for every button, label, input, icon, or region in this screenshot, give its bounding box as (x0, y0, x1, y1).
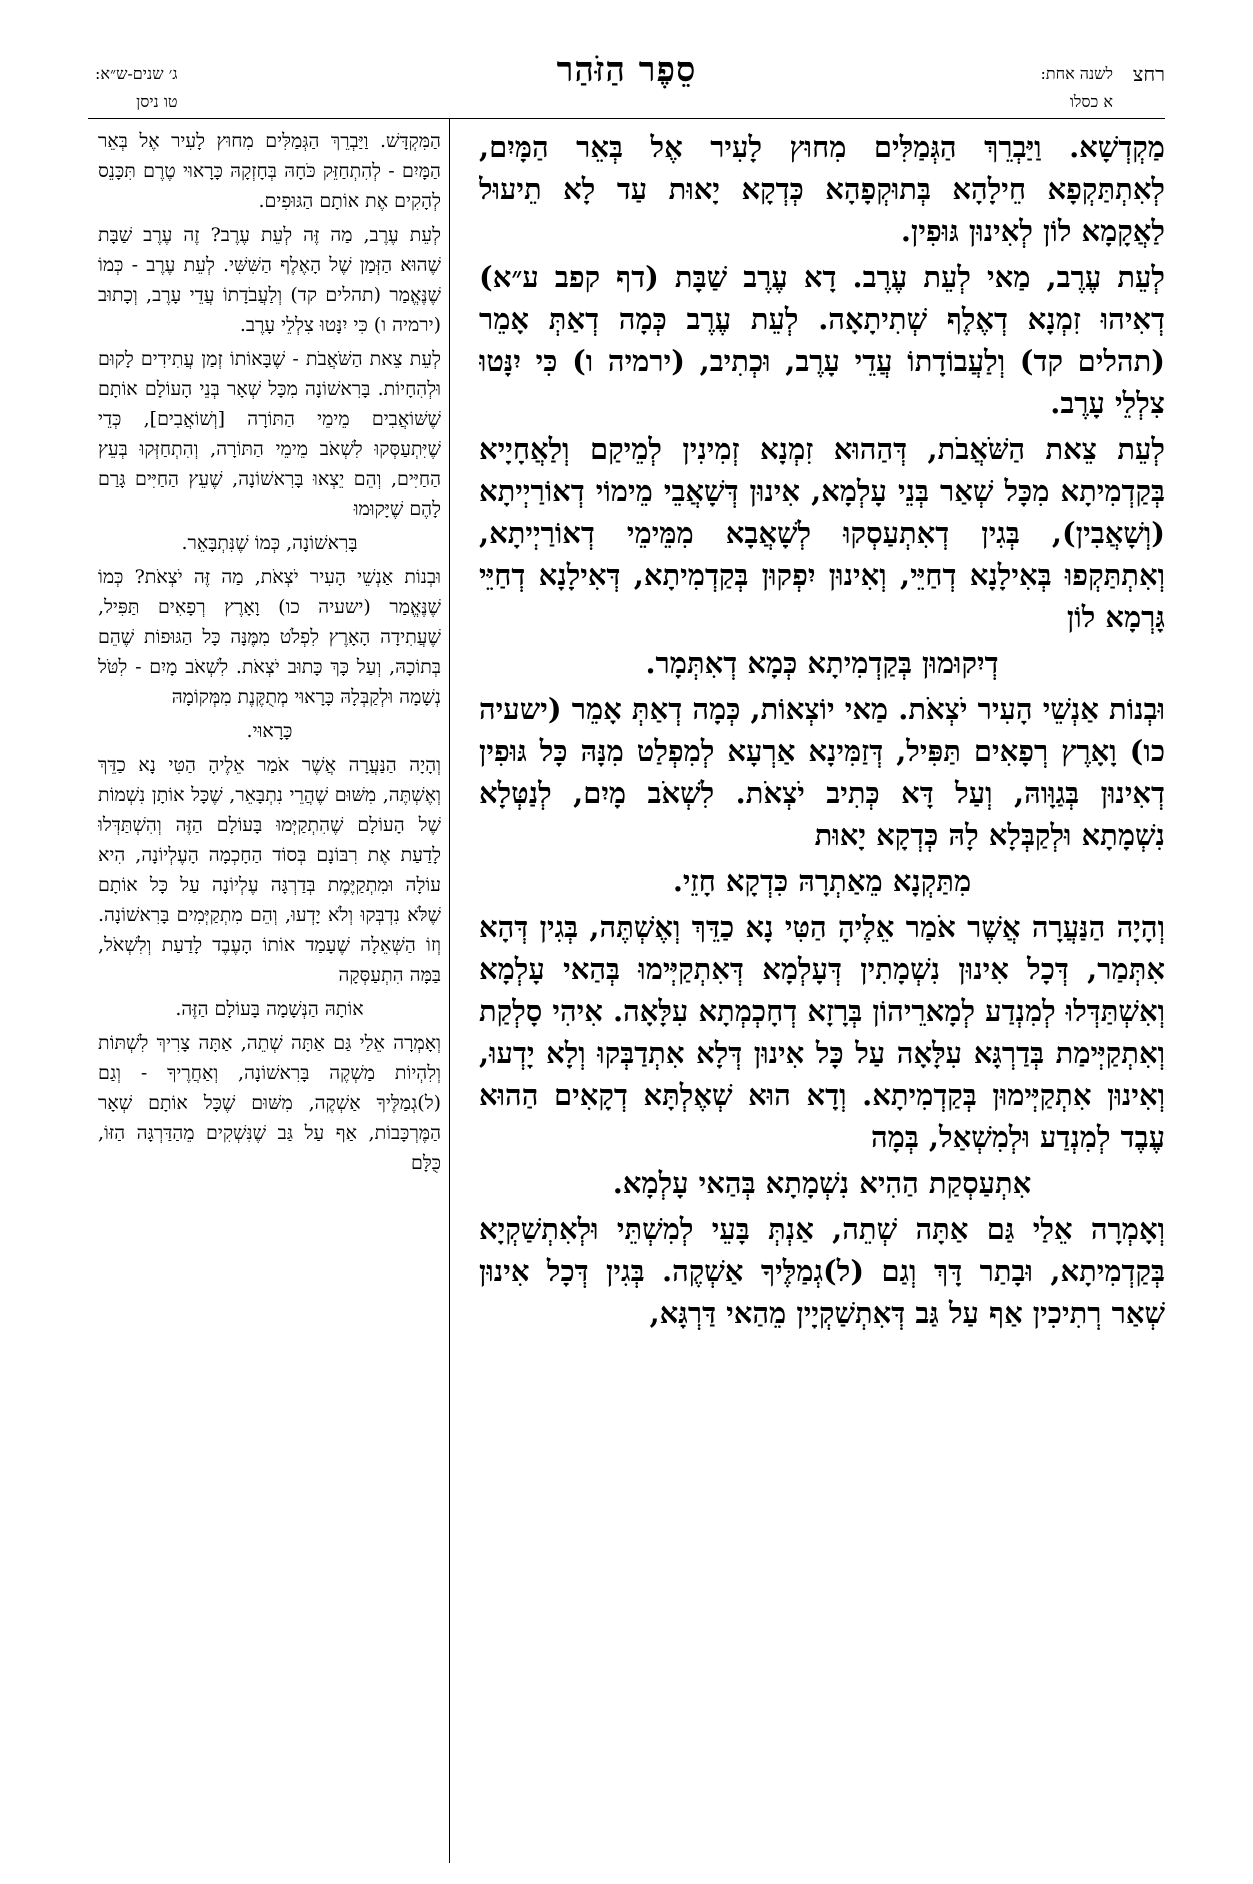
main-paragraph-end: אִתְעַסְקַת הַהִיא נִשְׁמָתָא בְּהַאי עָלְמָא. (612, 1166, 1032, 1200)
main-paragraph: וְהָיָה הַנַּעֲרָה אֲשֶׁר אֹמַר אֵלֶיהָ הַטִּי נָא כַדֵּךְ וְאֶשְׁתֶּה, בְּגִין דְּהָא אִתְּמַר, דְּכָל אִינוּן נִשְׁמָתִין דְּעָלְמָא דְּאִתְקַיְּימוּ בְּהַאי עָלְמָא וְאִשְׁתַּדְּלוּ לְמִנְדַע לְמָארֵיהוֹן בְּרָזָא דְחָכְמְתָא עִלָּאָה. אִיהִי סָלְקַת וְאִתְקַיְּימַת בְּדַרְגָּא עִלָּאָה עַל כָּל אִינוּן דְּלָא אִתְדַבְּקוּ וְלָא יָדְעוּ, וְאִינוּן אִתְקַיְּימוּן בְּקַדְמִיתָא. וְדָא הוּא שְׁאֶלְתָּא דְקָאִים הַהוּא עֶבֶד לְמִנְדַע וּלְמִשְׁאַל, בְּמָה (479, 910, 1165, 1154)
main-paragraph: לְעֵת עֶרֶב, מַאי לְעֵת עֶרֶב. דָא עֶרֶב שַׁבָּת (דף קפב ע״א) דְאִיהוּ זִמְנָא דְאֶלֶף שְׁתִיתָאָה. לְעֵת עֶרֶב כְּמָה דְאַתְּ אָמֵר (תהלים קד) וְלַעֲבוֹדָתוֹ עֲדֵי עָרֶב, וּכְתִיב, (ירמיה ו) כִּי יִנָּטוּ צִלְלֵי עָרֶב. (479, 260, 1165, 420)
leaf-number: רחצ (1132, 62, 1165, 86)
header-rule (88, 118, 1165, 119)
main-paragraph: וּבְנוֹת אַנְשֵׁי הָעִיר יֹצְאֹת. מַאי יוֹצְאוֹת, כְּמָה דְאַתְּ אָמֵר (ישעיה כו) וָאָרֶץ רְפָאִים תַּפִּיל, דְּזַמִּינָא אַרְעָא לְמִפְלַט מִנָּהּ כָּל גּוּפִין דְאִינוּן בְּגַוָּוהּ, וְעַל דָּא כְּתִיב יֹצְאֹת. לִשְׁאֹב מָיִם, לְנַטְּלָא נִשְׁמָתָא וּלְקַבְּלָא לָהּ כְּדְקָא יָאוּת (479, 692, 1165, 852)
main-paragraph: מַקְדְשָׁא. וַיַּבְרֵךְ הַגְּמַלִּים מִחוּץ לָעִיר אֶל בְּאֵר הַמָּיִם, לְאִתְתַּקְפָא חֵילָהָא בְּתוּקְפָהָא כְּדְקָא יָאוּת עַד לָא תֵיעוּל לַאֲקָמָא לוֹן לְאִינוּן גּוּפִין. (479, 130, 1165, 248)
schedule-date: טו ניסן (136, 92, 178, 111)
side-paragraph: לְעֵת צֵאת הַשֹּׁאֲבֹת - שֶׁבָּאוֹתוֹ זְמַן עֲתִידִים לָקוּם וּלְהִחָיוֹת. בָּרִאשׁוֹנָה מִכָּל שְׁאָר בְּנֵי הָעוֹלָם אוֹתָם שֶׁשּׁוֹאֲבִים מֵימֵי הַתּוֹרָה [וְשׁוֹאֲבִים], כְּדֵי שֶׁיִּתְעַסְּקוּ לִשְׁאֹב מֵימֵי הַתּוֹרָה, וְהִתְחַזְּקוּ בְּעֵץ הַחַיִּים, וְהֵם יֵצְאוּ בָּרִאשׁוֹנָה, שֶׁעֵץ הַחַיִּים גָּרַם לָהֶם שֶׁיָּקוּמוּ (98, 348, 441, 520)
book-title: סֵפֶר הַזֹּהַר (556, 50, 697, 90)
main-paragraph: לְעֵת צֵאת הַשֹּׁאֲבֹת, דְּהַהוּא זִמְנָא זְמִינִין לְמֵיקַם וְלַאֲחָיָיא בְּקַדְמִיתָא מִכָּל שְׁאַר בְּנֵי עָלְמָא, אִינוּן דְּשָׁאֲבֵי מֵימוֹי דְאוֹרַיְיתָא (וְשָׁאֲבִין), בְּגִין דְאִתְעַסְקוּ לְשָׁאֲבָא מִמֵּימֵי דְאוֹרַיְיתָא, וְאִתְתַּקְפוּ בְּאִילָנָא דְחַיֵּי, וְאִינוּן יִפְקוּן בְּקַדְמִיתָא, דְּאִילָנָא דְחַיֵּי גָּרְמָא לוֹן (479, 432, 1165, 634)
main-paragraph-end: מִתַּקְנָא מֵאַתְרָהּ כִּדְקָא חָזֵי. (672, 864, 972, 898)
aramaic-main-column (479, 126, 1165, 1866)
side-paragraph-end: כָּרָאוּי. (246, 720, 293, 742)
main-paragraph: וְאָמְרָה אֵלַי גַּם אַתָּה שְׁתֵה, אַנְתְּ בָּעֵי לְמִשְׁתֵּי וּלְאִתְשַׁקְיָא בְּקַדְמִיתָא, וּבָתַר דָּךְ וְגַם (ל)גְמַלֶּיךָ אַשְׁקֶה. בְּגִין דְּכָל אִינוּן שְׁאַר רְתִיכִין אַף עַל גַּב דְּאִתְשַׁקְיָין מֵהַאי דַּרְגָּא, (479, 1212, 1165, 1330)
side-paragraph-end: אוֹתָהּ הַנְּשָׁמָה בָּעוֹלָם הַזֶּה. (175, 998, 364, 1020)
side-paragraph: וְהָיָה הַנַּעֲרָה אֲשֶׁר אֹמַר אֵלֶיהָ הַטִּי נָא כַדֵּךְ וְאֶשְׁתֶּה, מִשּׁוּם שֶׁהֲרֵי נִתְבָּאֵר, שֶׁכָּל אוֹתָן נִשְׁמוֹת שֶׁל הָעוֹלָם שֶׁהִתְקַיְּמוּ בָּעוֹלָם הַזֶּה וְהִשְׁתַּדְּלוּ לָדַעַת אֶת רִבּוֹנָם בְּסוֹד הַחָכְמָה הָעֶלְיוֹנָה, הִיא עוֹלָה וּמִתְקַיֶּמֶת בְּדַרְגָּה עֶלְיוֹנָה עַל כָּל אוֹתָם שֶׁלֹּא נִדְבְּקוּ וְלֹא יָדְעוּ, וְהֵם מִתְקַיְּמִים בָּרִאשׁוֹנָה. וְזוֹ הַשְּׁאֵלָה שֶׁעָמַד אוֹתוֹ הָעֶבֶד לָדַעַת וְלִשְׁאֹל, בַּמָּה הִתְעַסְּקָה (98, 754, 441, 986)
side-paragraph: וְאָמְרָה אֵלַי גַּם אַתָּה שְׁתֵה, אַתָּה צָרִיךְ לִשְׁתּוֹת וְלִהְיוֹת מַשְׁקֶה בָּרִאשׁוֹנָה, וְאַחֲרֶיךָ - וְגַם (ל)גְמַלֶּיךָ אַשְׁקֶה, מִשּׁוּם שֶׁכָּל אוֹתָם שְׁאָר הַמֶּרְכָּבוֹת, אַף עַל גַּב שֶׁנִּשְׁקִים מֵהַדַּרְגָּה הַזּוֹ, כֻּלָּם (98, 1032, 441, 1174)
hebrew-translation-column (98, 126, 441, 1866)
schedule-label: ג׳ שנים-ש״א: (95, 64, 178, 83)
side-paragraph-end: בָּרִאשׁוֹנָה, כְּמוֹ שֶׁנִּתְבָּאֵר. (181, 532, 358, 554)
schedule-label: לשנה אחת: (1040, 64, 1113, 83)
schedule-date: א כסלו (1069, 92, 1113, 111)
main-paragraph-end: דְיִקוּמוּן בְּקַדְמִיתָא כְּמָא דְאִתְּמָר. (645, 646, 999, 680)
column-divider (449, 118, 450, 1863)
side-paragraph: הַמִּקְדָּשׁ. וַיַּבְרֵךְ הַגְּמַלִּים מִחוּץ לָעִיר אֶל בְּאֵר הַמָּיִם - לְהִתְחַזֵּק כֹּחָהּ בְּחָזְקָהּ כָּרָאוּי טֶרֶם תִּכָּנֵס לְהָקִים אֶת אוֹתָם הַגּוּפִים. (98, 130, 441, 212)
side-paragraph: לְעֵת עֶרֶב, מַה זֶּה לְעֵת עֶרֶב? זֶה עֶרֶב שַׁבָּת שֶׁהוּא הַזְּמַן שֶׁל הָאֶלֶף הַשִּׁשִּׁי. לְעֵת עֶרֶב - כְּמוֹ שֶׁנֶּאֱמַר (תהלים קד) וְלַעֲבֹדָתוֹ עֲדֵי עָרֶב, וְכָתוּב (ירמיה ו) כִּי יִנָּטוּ צִלְלֵי עָרֶב. (98, 224, 441, 336)
study-schedule-three-years (95, 60, 178, 116)
side-paragraph: וּבְנוֹת אַנְשֵׁי הָעִיר יֹצְאֹת, מַה זֶּה יֹצְאֹת? כְּמוֹ שֶׁנֶּאֱמַר (ישעיה כו) וָאָרֶץ רְפָאִים תַּפִּיל, שֶׁעֲתִידָה הָאָרֶץ לִפְלֹט מִמֶּנָּה כָּל הַגּוּפוֹת שֶׁהֵם בְּתוֹכָהּ, וְעַל כָּךְ כָּתוּב יֹצְאֹת. לִשְׁאֹב מָיִם - לִטֹּל נְשָׁמָה וּלְקַבְּלָהּ כָּרָאוּי מְתֻקֶּנֶת מִמְּקוֹמָהּ (98, 566, 441, 708)
